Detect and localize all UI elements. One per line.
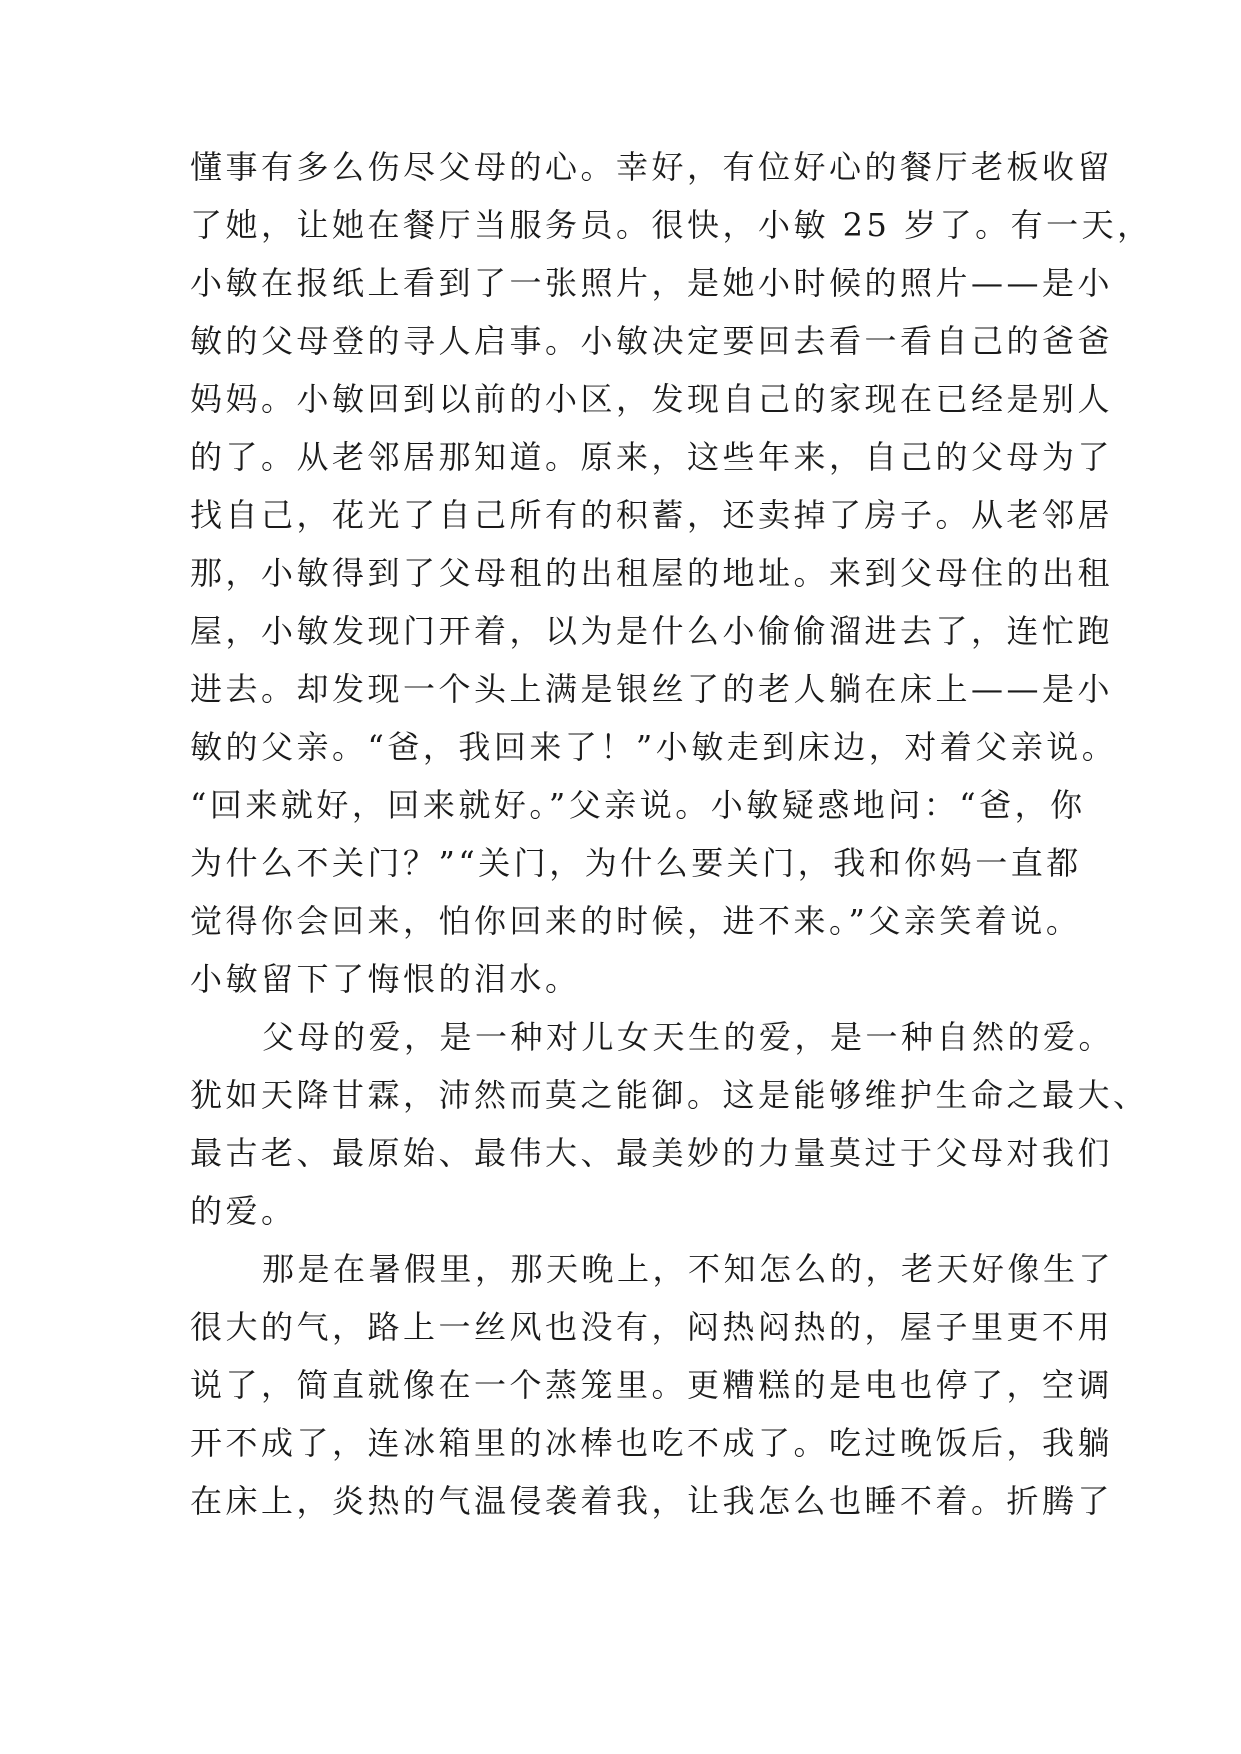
text-line: 在床上，炎热的气温侵袭着我，让我怎么也睡不着。折腾了 xyxy=(190,1482,1114,1520)
text-line: 的爱。 xyxy=(190,1192,297,1230)
text-line: 那，小敏得到了父母租的出租屋的地址。来到父母住的出租 xyxy=(190,554,1114,592)
text-line: 敏的父亲。“爸，我回来了！”小敏走到床边，对着父亲说。 xyxy=(190,728,1118,766)
text-line: 屋，小敏发现门开着，以为是什么小偷偷溜进去了，连忙跑 xyxy=(190,612,1114,650)
text-line: 小敏留下了悔恨的泪水。 xyxy=(190,960,581,998)
text-line: 懂事有多么伤尽父母的心。幸好，有位好心的餐厅老板收留 xyxy=(190,148,1114,186)
text-line: 觉得你会回来，怕你回来的时候，进不来。”父亲笑着说。 xyxy=(190,902,1082,940)
text-line: 犹如天降甘霖，沛然而莫之能御。这是能够维护生命之最大、 xyxy=(190,1076,1149,1114)
text-line: 开不成了，连冰箱里的冰棒也吃不成了。吃过晚饭后，我躺 xyxy=(190,1424,1114,1462)
text-line: 最古老、最原始、最伟大、最美妙的力量莫过于父母对我们 xyxy=(190,1134,1114,1172)
text-line: 为什么不关门？”“关门，为什么要关门，我和你妈一直都 xyxy=(190,844,1082,882)
text-line: 说了，简直就像在一个蒸笼里。更糟糕的是电也停了，空调 xyxy=(190,1366,1114,1404)
text-line: 了她，让她在餐厅当服务员。很快，小敏 25 岁了。有一天， xyxy=(190,206,1153,244)
text-line: 敏的父母登的寻人启事。小敏决定要回去看一看自己的爸爸 xyxy=(190,322,1114,360)
text-line: “回来就好，回来就好。”父亲说。小敏疑惑地问：“爸，你 xyxy=(190,786,1086,824)
text-line: 找自己，花光了自己所有的积蓄，还卖掉了房子。从老邻居 xyxy=(190,496,1114,534)
paragraph-first-line: 父母的爱，是一种对儿女天生的爱，是一种自然的爱。 xyxy=(262,1018,1115,1056)
text-line: 进去。却发现一个头上满是银丝了的老人躺在床上——是小 xyxy=(190,670,1114,708)
text-line: 很大的气，路上一丝风也没有，闷热闷热的，屋子里更不用 xyxy=(190,1308,1114,1346)
text-line: 的了。从老邻居那知道。原来，这些年来，自己的父母为了 xyxy=(190,438,1114,476)
paragraph-first-line: 那是在暑假里，那天晚上，不知怎么的，老天好像生了 xyxy=(262,1250,1115,1288)
text-line: 小敏在报纸上看到了一张照片，是她小时候的照片——是小 xyxy=(190,264,1114,302)
text-line: 妈妈。小敏回到以前的小区，发现自己的家现在已经是别人 xyxy=(190,380,1114,418)
body-text xyxy=(190,138,1153,1530)
